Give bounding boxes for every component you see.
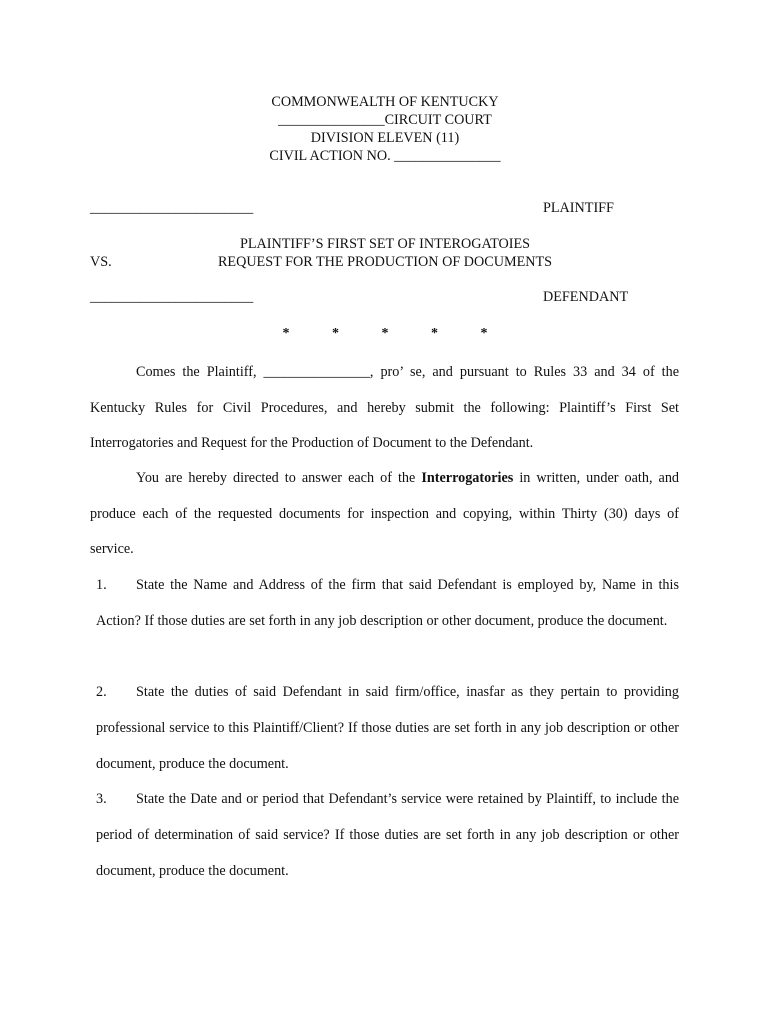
separator-star: * — [431, 326, 438, 341]
directive-text-start: You are hereby directed to answer each of the — [136, 470, 422, 486]
division-line: DIVISION ELEVEN (11) — [310, 130, 460, 146]
item-text: State the Name and Address of the firm that said Defendant is employed by, Name in this Action? If those duties are set forth in any job description or other document, produce the document. — [96, 577, 679, 629]
interrogatory-item — [96, 782, 679, 889]
defendant-label: DEFENDANT — [543, 289, 629, 305]
intro-paragraph: Comes the Plaintiff, _______________, pro’ se, and pursuant to Rules 33 and 34 of the Kentucky Rules for Civil Procedures, and hereby submit the following: Plaintiff’s First Set Interrogatories and Request for the Production of Document to the Defendant. — [90, 364, 679, 452]
directive-text-end: in written, under oath, and produce each of the requested documents for inspection and copying, within Thirty (30) days of service. — [90, 470, 680, 558]
item-number: 3. — [96, 791, 107, 807]
separator-star: * — [332, 326, 339, 341]
interrogatory-item — [96, 675, 679, 782]
separator-star: * — [282, 326, 290, 341]
civil-action-line: CIVIL ACTION NO. _______________ — [269, 148, 501, 164]
interrogatories-emphasis: Interrogatories — [421, 470, 514, 486]
interrogatory-item — [96, 568, 679, 640]
defendant-name-blank: _______________________ — [90, 289, 254, 305]
item-text: State the duties of said Defendant in said firm/office, inasfar as they pertain to providing professional service to this Plaintiff/Client? If those duties are set forth in any job description or other document, produce the document. — [96, 684, 679, 772]
document-title-line-2: REQUEST FOR THE PRODUCTION OF DOCUMENTS — [217, 254, 553, 270]
separator-star: * — [480, 326, 488, 341]
versus-label: VS. — [90, 254, 112, 270]
plaintiff-name-blank: _______________________ — [90, 200, 254, 216]
circuit-court-line: _______________CIRCUIT COURT — [278, 112, 492, 128]
plaintiff-label: PLAINTIFF — [543, 200, 614, 216]
separator-star: * — [381, 326, 389, 341]
star-separator — [0, 326, 770, 342]
item-number: 2. — [96, 684, 107, 700]
document-title-line-1: PLAINTIFF’S FIRST SET OF INTEROGATOIES — [239, 236, 531, 252]
item-number: 1. — [96, 577, 107, 593]
court-name: COMMONWEALTH OF KENTUCKY — [271, 94, 499, 110]
item-text: State the Date and or period that Defendant’s service were retained by Plaintiff, to include the period of determination of said service? If those duties are set forth in any job description or other document, produce the document. — [96, 791, 679, 879]
directive-paragraph — [90, 461, 679, 568]
